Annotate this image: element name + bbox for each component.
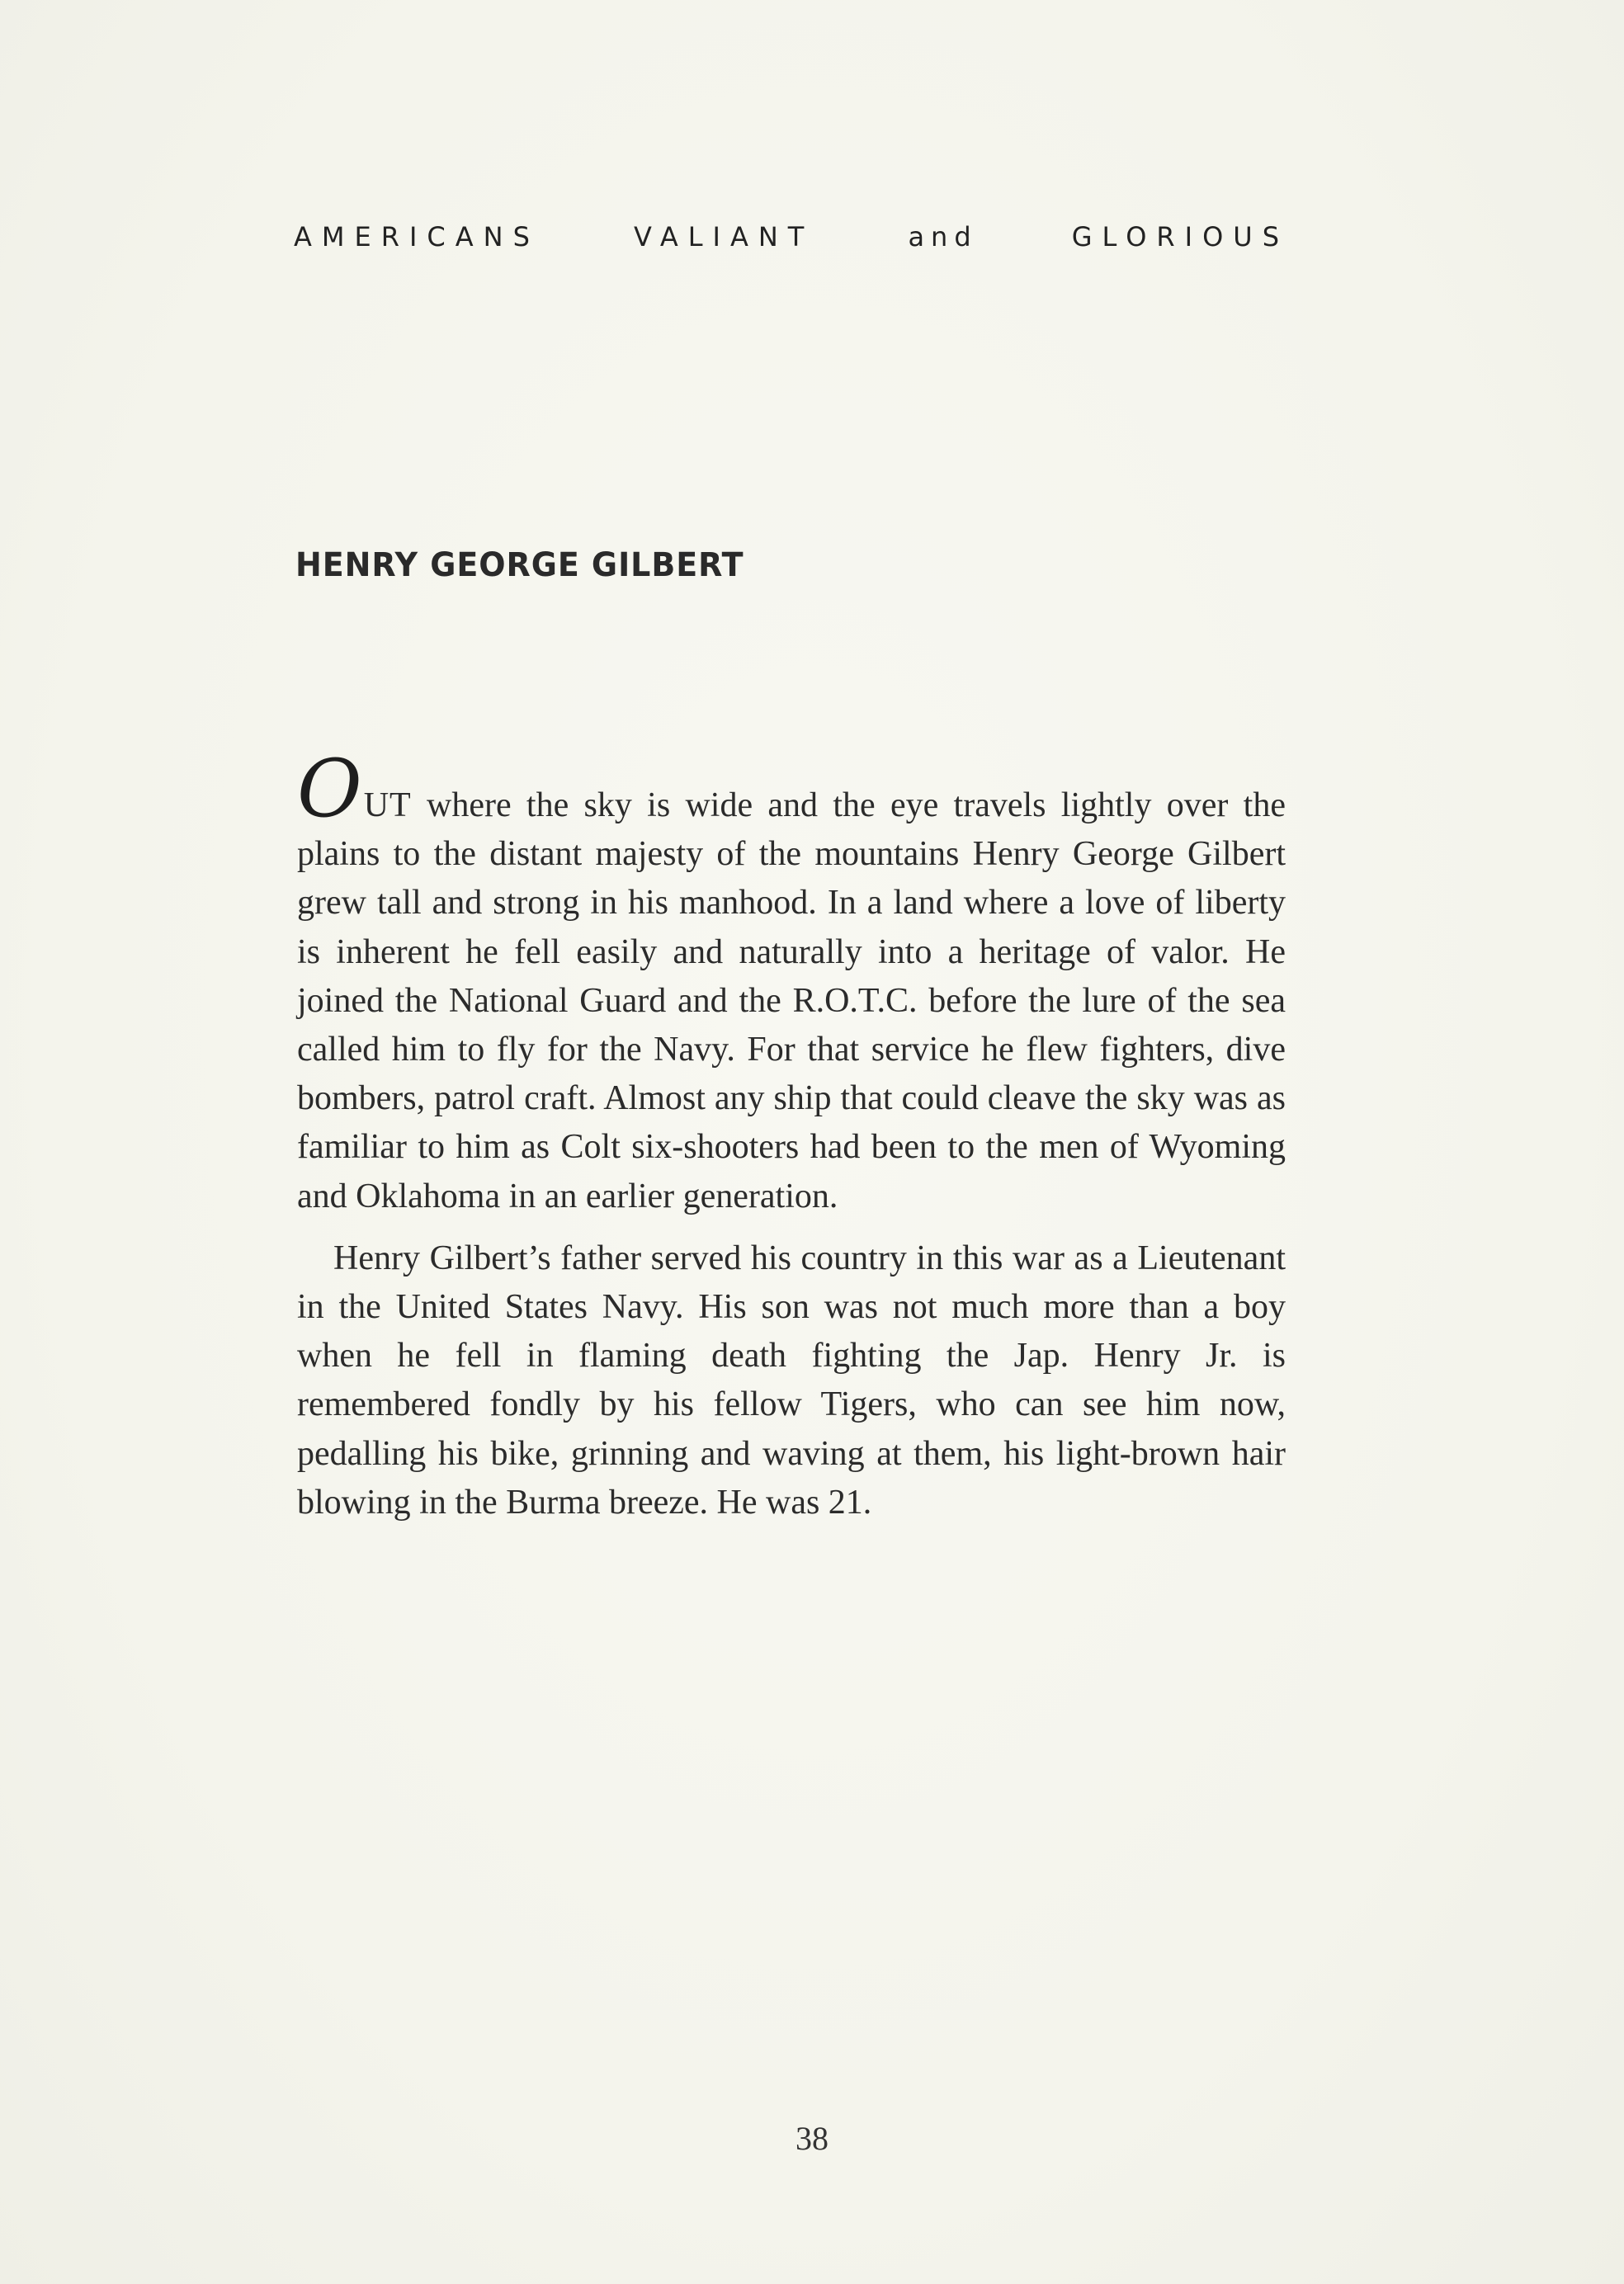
page-number: 38 <box>795 2120 829 2157</box>
opening-caps: UT <box>363 786 412 824</box>
running-head-word-glorious: GLORIOUS <box>1071 221 1289 252</box>
running-head-word-valiant: VALIANT <box>633 221 814 252</box>
running-head-word-and: and <box>908 221 978 252</box>
running-head <box>294 221 1289 252</box>
body-text <box>297 743 1286 1527</box>
running-head-word-americans: AMERICANS <box>294 221 540 252</box>
paragraph-1-text: where the sky is wide and the eye travels lightly over the plains to the distant majesty of the mountains Henry George Gilbert grew tall and strong in his manhood. In a land where a love of liberty is inherent he fell easily and naturally into a heritage of valor. He joined the National Guard and the R.O.T.C. before the lure of the sea called him to fly for the Navy. For that service he flew fighters, dive bombers, patrol craft. Almost any ship that could cleave the sky was as familiar to him as Colt six-shooters had been to the men of Wyoming and Oklahoma in an earlier generation. <box>297 786 1286 1215</box>
paragraph-1 <box>297 743 1286 1221</box>
paragraph-2: Henry Gilbert’s father served his country in this war as a Lieutenant in the United States Navy. His son was not much more than a boy when he fell in flaming death fighting the Jap. Henry Jr. is remembered fondly by his fellow Tigers, who can see him now, pedalling his bike, grinning and waving at them, his light-brown hair blowing in the Burma breeze. He was 21. <box>297 1239 1286 1522</box>
chapter-title: HENRY GEORGE GILBERT <box>295 546 744 584</box>
drop-cap: O <box>297 743 362 835</box>
